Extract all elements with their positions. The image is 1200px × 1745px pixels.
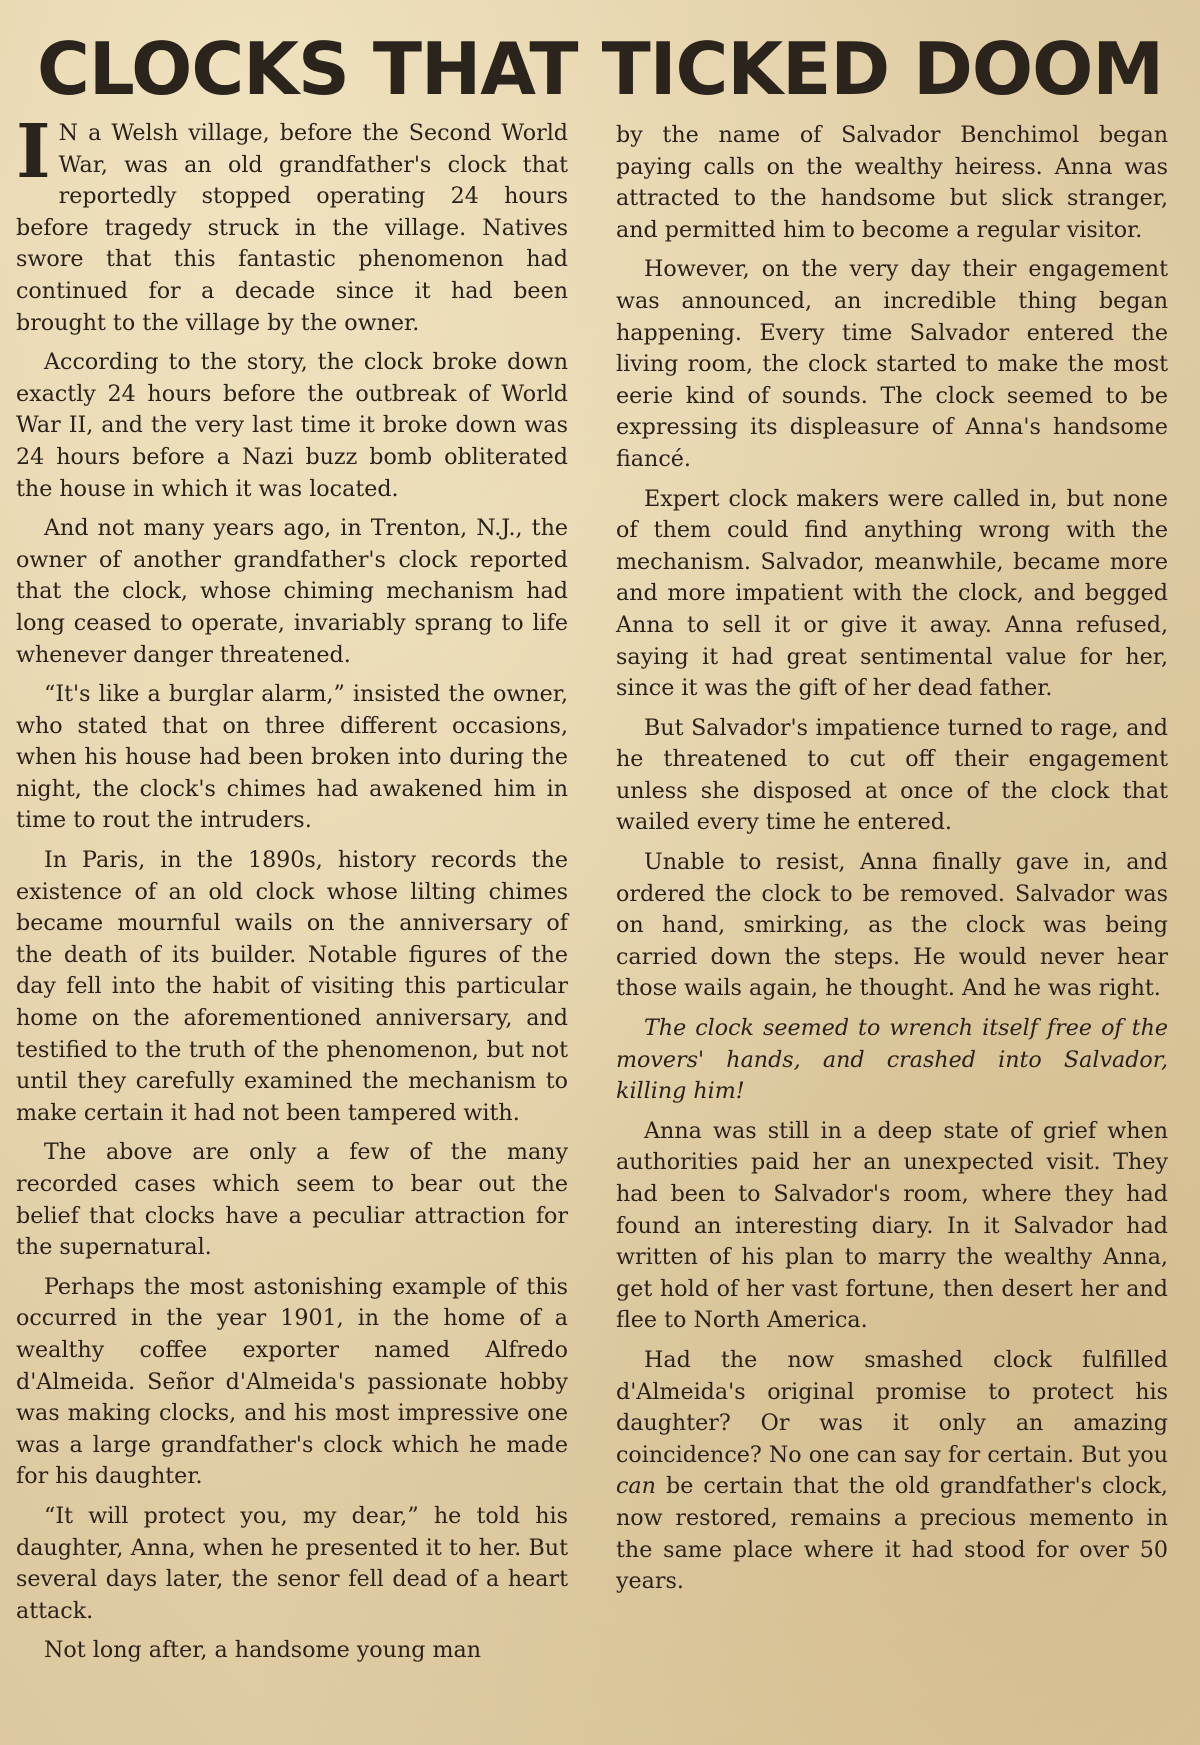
right-column bbox=[616, 120, 1168, 1606]
paragraph bbox=[16, 109, 568, 339]
paragraph: The above are only a few of the many recorded cases which seem to bear out the belief that clocks have a peculiar attraction for the supernatural. bbox=[16, 1139, 568, 1261]
emphasis-text: can bbox=[616, 1473, 656, 1500]
paragraph: Expert clock makers were called in, but none of them could find anything wrong with the mechanism. Salvador, meanwhile, became more and more impatient with the clock, and begged Anna to sell it or give it away. Anna refused, saying it had great sentimental value for her, since it was the gift of her dead father. bbox=[616, 485, 1168, 702]
paragraph: However, on the very day their engagement was announced, an incredible thing began happening. Every time Salvador entered the living room, the clock started to make the most eerie kind of sounds. The clock seemed to be expressing its displeasure of Anna's handsome fiancé. bbox=[616, 256, 1168, 472]
left-column bbox=[16, 109, 568, 1675]
paragraph: by the name of Salvador Benchimol began paying calls on the wealthy heiress. Anna was attracted to the handsome but slick stranger, and permitted him to become a regular visitor. bbox=[616, 122, 1168, 243]
paragraph-text: Had the now smashed clock fulfilled d'Almeida's original promise to protect his daughter? Or was it only an amazing coincidence? No one can say for certain. But you bbox=[616, 1346, 1168, 1468]
paragraph: But Salvador's impatience turned to rage, and he threatened to cut off their engagement unless she disposed at once of the clock that wailed every time he entered. bbox=[616, 714, 1168, 836]
paragraph: According to the story, the clock broke down exactly 24 hours before the outbreak of World War II, and the very last time it broke down was 24 hours before a Nazi buzz bomb obliterated the house in which it was located. bbox=[16, 349, 568, 502]
paragraph: And not many years ago, in Trenton, N.J., the owner of another grandfather's clock reported that the clock, whose chiming mechanism had long ceased to operate, invariably sprang to life whenever danger threatened. bbox=[16, 515, 568, 668]
paragraph: Anna was still in a deep state of grief when authorities paid her an unexpected visit. They had been to Salvador's room, where they had found an interesting diary. In it Salvador had written of his plan to marry the wealthy Anna, get hold of her vast fortune, then desert her and flee to North America. bbox=[616, 1117, 1168, 1334]
paragraph-text: N a Welsh village, before the Second World War, was an old grandfather's clock that reportedly stopped operating 24 hours before tragedy struck in the village. Natives swore that this fantastic phenomenon had continued for a decade since it had been brought to the village by the owner. bbox=[16, 120, 568, 336]
paragraph-text: be certain that the old grandfather's clock, now restored, remains a precious memento in the same place where it had stood for over 50 years. bbox=[616, 1473, 1168, 1595]
paragraph: Perhaps the most astonishing example of this occurred in the year 1901, in the home of a wealthy coffee exporter named Alfredo d'Almeida. Señor d'Almeida's passionate hobby was making clocks, and his most impressive one was a large grandfather's clock which he made for his daughter. bbox=[16, 1273, 568, 1490]
paragraph: In Paris, in the 1890s, history records the existence of an old clock whose lilting chimes became mournful wails on the anniversary of the death of its builder. Notable figures of the day fell into the habit of visiting this particular home on the aforementioned anniversary, and testified to the truth of the phenomenon, but not until they carefully examined the mechanism to make certain it had not been tampered with. bbox=[16, 847, 568, 1126]
paragraph: Unable to resist, Anna finally gave in, and ordered the clock to be removed. Salvador was on hand, smirking, as the clock was being carried down the steps. He would never hear those wails again, he thought. And he was right. bbox=[616, 849, 1168, 1002]
paragraph: “It will protect you, my dear,” he told his daughter, Anna, when he presented it to her. But several days later, the senor fell dead of a heart attack. bbox=[16, 1502, 568, 1624]
paragraph bbox=[616, 1345, 1168, 1598]
paragraph: Not long after, a handsome young man bbox=[44, 1637, 482, 1664]
article-title: CLOCKS THAT TICKED DOOM bbox=[37, 27, 1163, 111]
italic-paragraph: The clock seemed to wrench itself free of the movers' hands, and crashed into Salvador, killing him! bbox=[616, 1015, 1168, 1105]
paragraph: “It's like a burglar alarm,” insisted the owner, who stated that on three different occasions, when his house had been broken into during the night, the clock's chimes had awakened him in time to rout the intruders. bbox=[16, 681, 568, 834]
drop-cap: I bbox=[16, 109, 51, 195]
